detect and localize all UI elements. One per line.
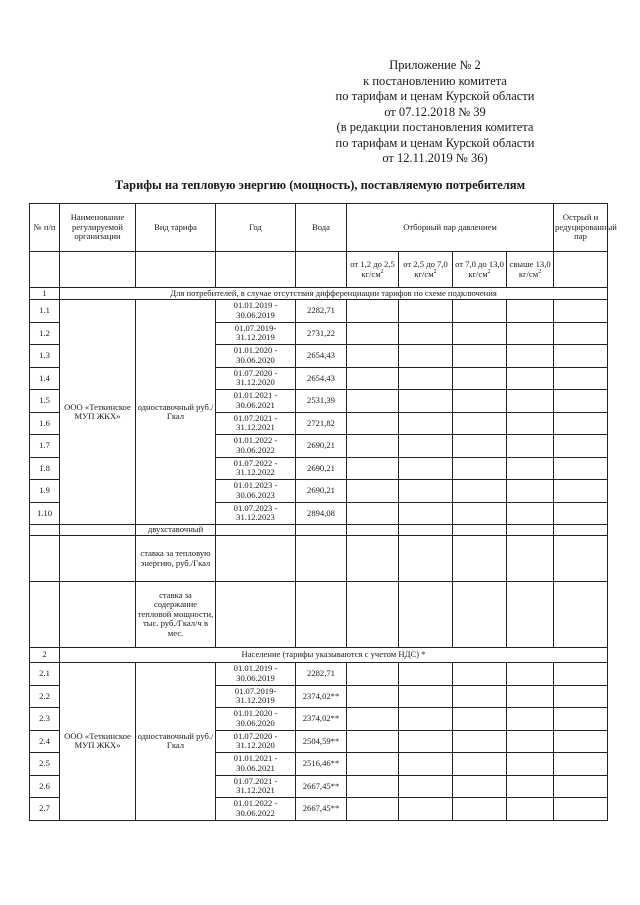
cell [216, 536, 296, 582]
cell [347, 582, 399, 648]
cell [399, 300, 453, 323]
period: 01.01.2019 - 30.06.2019 [216, 300, 296, 323]
header-pressure-3: от 7,0 до 13,0 $кг/см^2$ [453, 252, 507, 288]
cell [399, 798, 453, 821]
cell [399, 536, 453, 582]
cell [347, 708, 399, 731]
period: 01.01.2020 - 30.06.2020 [216, 708, 296, 731]
cell [347, 345, 399, 368]
row-num: 1.2 [30, 322, 60, 345]
water-value: 2504,59** [296, 730, 347, 753]
period: 01.01.2021 - 30.06.2021 [216, 753, 296, 776]
cell [507, 367, 554, 390]
appendix-line: по тарифам и ценам Курской области [335, 89, 535, 103]
document-title: Тарифы на тепловую энергию (мощность), поставляемую потребителям [114, 178, 526, 192]
appendix-line: от 07.12.2018 № 39 [384, 104, 486, 119]
cell [554, 798, 608, 821]
row-num: 1.10 [30, 502, 60, 525]
cell [399, 775, 453, 798]
period: 01.07.2019- 31.12.2019 [216, 685, 296, 708]
header-tariff-type: Вид тарифа [136, 204, 216, 252]
cell [399, 435, 453, 458]
cell [554, 730, 608, 753]
cell [399, 345, 453, 368]
cell [453, 685, 507, 708]
energy-rate-label: ставка за тепловую энергию, руб./Гкал [136, 536, 216, 582]
cell [554, 775, 608, 798]
cell [453, 525, 507, 536]
cell [347, 390, 399, 413]
water-value: 2282,71 [296, 663, 347, 686]
row-num: 2.7 [30, 798, 60, 821]
header-pressure-2: от 2,5 до 7,0 $кг/см^2$ [399, 252, 453, 288]
cell [453, 322, 507, 345]
header-sharp-steam: Острый и редуцированный пар [554, 204, 608, 252]
cell [507, 798, 554, 821]
water-value: 2690,21 [296, 457, 347, 480]
period: 01.07.2020 - 31.12.2020 [216, 367, 296, 390]
water-value: 2654,43 [296, 367, 347, 390]
cell [347, 798, 399, 821]
cell [554, 663, 608, 686]
cell [507, 457, 554, 480]
row-num: 2.1 [30, 663, 60, 686]
cell [453, 708, 507, 731]
row-num: 1.3 [30, 345, 60, 368]
water-value: 2721,82 [296, 412, 347, 435]
cell [554, 685, 608, 708]
cell [399, 525, 453, 536]
cell [296, 582, 347, 648]
period: 01.07.2021 - 31.12.2021 [216, 775, 296, 798]
cell [30, 252, 60, 288]
water-value: 2690,21 [296, 480, 347, 503]
appendix-line: Приложение № 2 [389, 58, 481, 72]
cell [453, 798, 507, 821]
cell [60, 525, 136, 536]
cell [453, 582, 507, 648]
cell [554, 345, 608, 368]
water-value: 2374,02** [296, 685, 347, 708]
cell [347, 775, 399, 798]
cell [507, 322, 554, 345]
row-num: 2.3 [30, 708, 60, 731]
appendix-line: по тарифам и ценам Курской области [335, 135, 535, 150]
cell [347, 322, 399, 345]
cell [507, 412, 554, 435]
row-num: 1.4 [30, 367, 60, 390]
header-water: Вода [296, 204, 347, 252]
water-value: 2282,71 [296, 300, 347, 323]
row-num: 2.2 [30, 685, 60, 708]
cell [453, 300, 507, 323]
header-pressure-4: свыше 13,0 $кг/см^2$ [507, 252, 554, 288]
row-num: 1.6 [30, 412, 60, 435]
cell [453, 536, 507, 582]
period: 01.07.2023 - 31.12.2023 [216, 502, 296, 525]
cell [399, 663, 453, 686]
water-value: 2374,02** [296, 708, 347, 731]
cell [453, 753, 507, 776]
section-num: 1 [30, 288, 60, 300]
cell [554, 536, 608, 582]
cell [453, 730, 507, 753]
cell [507, 775, 554, 798]
water-value: 2894,08 [296, 502, 347, 525]
tariff-type: одноставочный руб./Гкал [136, 663, 216, 821]
cell [347, 300, 399, 323]
cell [554, 322, 608, 345]
org-name: ООО «Теткинское МУП ЖКХ» [60, 300, 136, 525]
appendix-line: к постановлению комитета [363, 73, 507, 88]
section-label: Для потребителей, в случае отсутствия дифференциации тарифов по схеме подключения [60, 288, 608, 300]
cell [347, 367, 399, 390]
cell [399, 322, 453, 345]
cell [453, 502, 507, 525]
header-num: № п/п [30, 204, 60, 252]
header-org: Наименование регулируемой организации [60, 204, 136, 252]
cell [554, 480, 608, 503]
row-num: 1.8 [30, 457, 60, 480]
row-num: 1.5 [30, 390, 60, 413]
two-part-label: двухставочный [136, 525, 216, 536]
cell [507, 345, 554, 368]
cell [347, 412, 399, 435]
cell [507, 582, 554, 648]
water-value: 2690,21 [296, 435, 347, 458]
cell [507, 536, 554, 582]
cell [554, 708, 608, 731]
cell [507, 708, 554, 731]
row-num: 1.1 [30, 300, 60, 323]
cell [453, 390, 507, 413]
cell [296, 252, 347, 288]
cell [507, 390, 554, 413]
tariff-table [29, 203, 617, 821]
cell [399, 367, 453, 390]
cell [399, 457, 453, 480]
cell [507, 502, 554, 525]
cell [554, 390, 608, 413]
cell [507, 685, 554, 708]
cell [399, 412, 453, 435]
period: 01.01.2019 - 30.06.2019 [216, 663, 296, 686]
cell [453, 457, 507, 480]
cell [507, 480, 554, 503]
cell [453, 775, 507, 798]
row-num: 2.6 [30, 775, 60, 798]
capacity-rate-label: ставка за содержание тепловой мощности, тыс. руб./Гкал/ч в мес. [136, 582, 216, 648]
period: 01.01.2020 - 30.06.2020 [216, 345, 296, 368]
cell [136, 252, 216, 288]
cell [347, 435, 399, 458]
water-value: 2667,45** [296, 775, 347, 798]
cell [60, 582, 136, 648]
cell [453, 367, 507, 390]
period: 01.07.2022 - 31.12.2022 [216, 457, 296, 480]
cell [347, 525, 399, 536]
cell [507, 663, 554, 686]
cell [216, 582, 296, 648]
period: 01.01.2023 - 30.06.2023 [216, 480, 296, 503]
cell [347, 536, 399, 582]
cell [30, 582, 60, 648]
row-num: 1.7 [30, 435, 60, 458]
cell [507, 435, 554, 458]
cell [554, 502, 608, 525]
period: 01.01.2021 - 30.06.2021 [216, 390, 296, 413]
cell [399, 753, 453, 776]
cell [453, 412, 507, 435]
cell [507, 730, 554, 753]
cell [554, 753, 608, 776]
appendix-block [300, 58, 570, 167]
period: 01.07.2020 - 31.12.2020 [216, 730, 296, 753]
cell [554, 457, 608, 480]
water-value: 2531,39 [296, 390, 347, 413]
cell [453, 435, 507, 458]
cell [399, 730, 453, 753]
section-label: Население (тарифы указываются с учетом НДС) * [60, 648, 608, 663]
cell [216, 525, 296, 536]
period: 01.07.2021 - 31.12.2021 [216, 412, 296, 435]
tariff-type: одноставочный руб./Гкал [136, 300, 216, 525]
period: 01.01.2022 - 30.06.2022 [216, 435, 296, 458]
header-steam: Отборный пар давлением [347, 204, 554, 252]
row-num: 2.5 [30, 753, 60, 776]
water-value: 2654,43 [296, 345, 347, 368]
cell [399, 685, 453, 708]
header-pressure-1: от 1,2 до 2,5 $кг/см^2$ [347, 252, 399, 288]
cell [60, 252, 136, 288]
cell [30, 536, 60, 582]
cell [216, 252, 296, 288]
cell [399, 390, 453, 413]
period: 01.07.2019- 31.12.2019 [216, 322, 296, 345]
section-num: 2 [30, 648, 60, 663]
cell [399, 708, 453, 731]
cell [554, 367, 608, 390]
water-value: 2667,45** [296, 798, 347, 821]
org-name: ООО «Теткинское МУП ЖКХ» [60, 663, 136, 821]
appendix-line: (в редакции постановления комитета [336, 120, 534, 134]
appendix-line: от 12.11.2019 № 36) [382, 151, 488, 165]
cell [453, 345, 507, 368]
cell [347, 685, 399, 708]
cell [399, 582, 453, 648]
cell [296, 536, 347, 582]
cell [554, 525, 608, 536]
cell [347, 480, 399, 503]
cell [507, 753, 554, 776]
header-year: Год [216, 204, 296, 252]
cell [296, 525, 347, 536]
cell [399, 502, 453, 525]
cell [554, 435, 608, 458]
cell [453, 480, 507, 503]
cell [399, 480, 453, 503]
cell [347, 663, 399, 686]
cell [453, 663, 507, 686]
cell [347, 457, 399, 480]
row-num: 1.9 [30, 480, 60, 503]
period: 01.01.2022 - 30.06.2022 [216, 798, 296, 821]
cell [30, 525, 60, 536]
cell [60, 536, 136, 582]
cell [347, 730, 399, 753]
cell [507, 525, 554, 536]
cell [554, 412, 608, 435]
cell [554, 582, 608, 648]
cell [347, 753, 399, 776]
cell [347, 502, 399, 525]
cell [554, 252, 608, 288]
cell [507, 300, 554, 323]
water-value: 2731,22 [296, 322, 347, 345]
water-value: 2516,46** [296, 753, 347, 776]
cell [554, 300, 608, 323]
row-num: 2.4 [30, 730, 60, 753]
